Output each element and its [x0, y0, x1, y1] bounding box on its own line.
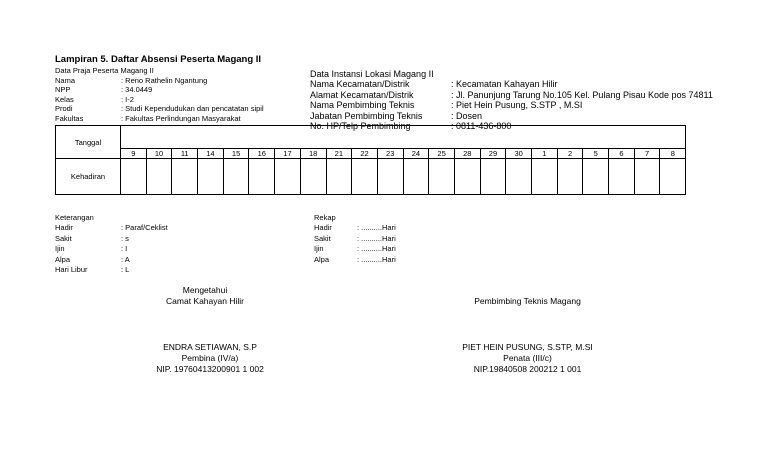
keterangan-value: : Paraf/Ceklist [121, 223, 168, 233]
attendance-cell[interactable] [403, 159, 429, 195]
attendance-cell[interactable] [275, 159, 301, 195]
attendance-cell[interactable] [172, 159, 198, 195]
keterangan-label: Hari Libur [55, 265, 88, 275]
tanggal-top-space [121, 126, 686, 149]
camat-rank: Pembina (IV/a) [181, 353, 239, 363]
praja-label: Prodi [55, 104, 73, 114]
praja-value: : I-2 [121, 94, 134, 104]
attendance-cell[interactable] [146, 159, 172, 195]
instansi-value: : Jl. Panunjung Tarung No.105 Kel. Pulang Pisau Kode pos 74811 [451, 89, 713, 100]
instansi-label: No. HP/Telp Pembimbing [310, 121, 411, 132]
keterangan-label: Sakit [55, 233, 72, 243]
attendance-cell[interactable] [300, 159, 326, 195]
instansi-label: Jabatan Pembimbing Teknis [310, 110, 423, 121]
day-number-row [56, 149, 686, 159]
rekap-value: : ..........Hari [357, 244, 396, 254]
mengetahui-text: Mengetahui [182, 285, 228, 295]
attendance-cell[interactable] [609, 159, 635, 195]
attendance-cell[interactable] [326, 159, 352, 195]
tanggal-label: Tanggal [56, 126, 121, 159]
day-number: 21 [326, 149, 352, 159]
day-number: 11 [172, 149, 198, 159]
keterangan-label: Alpa [55, 254, 71, 264]
pembimbing-title: Pembimbing Teknis Magang [474, 296, 581, 306]
keterangan-label: Ijin [55, 244, 65, 254]
praja-label: Kelas [55, 94, 74, 104]
instansi-label: Alamat Kecamatan/Distrik [310, 89, 414, 100]
day-number: 14 [198, 149, 224, 159]
day-number: 6 [609, 149, 635, 159]
camat-name: ENDRA SETIAWAN, S.P [163, 342, 257, 352]
day-number: 30 [506, 149, 532, 159]
day-number: 2 [557, 149, 583, 159]
rekap-label: Ijin [314, 244, 324, 254]
day-number: 5 [583, 149, 609, 159]
attendance-cell[interactable] [198, 159, 224, 195]
praja-value: : Fakultas Perlindungan Masyarakat [121, 113, 241, 123]
attendance-cell[interactable] [454, 159, 480, 195]
praja-label: Fakultas [55, 113, 84, 123]
tanggal-header-row [56, 126, 686, 149]
day-number: 17 [275, 149, 301, 159]
praja-value: : Reno Rathelin Ngantung [121, 75, 208, 85]
day-number: 15 [223, 149, 249, 159]
instansi-value: : 0811-436-800 [451, 121, 512, 132]
instansi-value: : Dosen [451, 110, 483, 121]
keterangan-value: : L [121, 265, 130, 275]
instansi-value: : Piet Hein Pusung, S.STP , M.SI [451, 100, 583, 111]
day-number: 8 [660, 149, 686, 159]
day-number: 24 [403, 149, 429, 159]
pembimbing-identity [440, 342, 615, 375]
attendance-cell[interactable] [634, 159, 660, 195]
day-number: 10 [146, 149, 172, 159]
instansi-heading: Data Instansi Lokasi Magang II [310, 69, 434, 79]
day-number: 23 [377, 149, 403, 159]
attendance-cell[interactable] [583, 159, 609, 195]
keterangan-value: : s [121, 233, 129, 243]
day-number: 18 [300, 149, 326, 159]
day-number: 16 [249, 149, 275, 159]
rekap-value: : ..........Hari [357, 233, 396, 243]
pembimbing-rank: Penata (III/c) [503, 353, 552, 363]
day-number: 25 [429, 149, 455, 159]
attendance-cell[interactable] [223, 159, 249, 195]
attendance-cell[interactable] [532, 159, 558, 195]
day-number: 22 [352, 149, 378, 159]
day-number: 29 [480, 149, 506, 159]
attendance-cell[interactable] [377, 159, 403, 195]
camat-signature-block [120, 285, 290, 307]
instansi-label: Nama Kecamatan/Distrik [310, 79, 410, 90]
keterangan-value: : I [121, 244, 128, 254]
attendance-cell[interactable] [660, 159, 686, 195]
attendance-table [55, 125, 686, 195]
rekap-section [314, 213, 396, 265]
camat-identity [120, 342, 300, 375]
keterangan-section [55, 213, 168, 275]
keterangan-heading: Keterangan [55, 213, 94, 222]
pembimbing-name: PIET HEIN PUSUNG, S.STP, M.SI [462, 342, 593, 352]
document-title: Lampiran 5. Daftar Absensi Peserta Magang II [55, 54, 262, 65]
attendance-cell[interactable] [429, 159, 455, 195]
camat-title: Camat Kahayan Hilir [166, 296, 244, 306]
attendance-cell[interactable] [121, 159, 147, 195]
keterangan-label: Hadir [55, 223, 73, 233]
praja-heading: Data Praja Peserta Magang II [55, 66, 154, 75]
attendance-cell[interactable] [249, 159, 275, 195]
attendance-cell[interactable] [352, 159, 378, 195]
praja-section [55, 66, 264, 124]
day-number: 1 [532, 149, 558, 159]
rekap-value: : ..........Hari [357, 254, 396, 264]
rekap-label: Hadir [314, 223, 332, 233]
attendance-cell[interactable] [480, 159, 506, 195]
attendance-cell[interactable] [506, 159, 532, 195]
rekap-label: Sakit [314, 233, 331, 243]
instansi-value: : Kecamatan Kahayan Hilir [451, 79, 558, 90]
rekap-label: Alpa [314, 254, 330, 264]
instansi-section [310, 69, 713, 131]
praja-label: NPP [55, 85, 71, 95]
praja-label: Nama [55, 75, 76, 85]
pembimbing-nip: NIP.19840508 200212 1 001 [473, 364, 582, 374]
kehadiran-row [56, 159, 686, 195]
day-number: 28 [454, 149, 480, 159]
keterangan-value: : A [121, 254, 130, 264]
attendance-cell[interactable] [557, 159, 583, 195]
rekap-value: : ..........Hari [357, 223, 396, 233]
instansi-label: Nama Pembimbing Teknis [310, 100, 415, 111]
kehadiran-label: Kehadiran [56, 159, 121, 195]
praja-value: : 34.0449 [121, 85, 153, 95]
praja-value: : Studi Kependudukan dan pencatatan sipil [121, 104, 264, 114]
pembimbing-signature-block [440, 296, 615, 307]
day-number: 7 [634, 149, 660, 159]
rekap-heading: Rekap [314, 213, 336, 222]
day-number: 9 [121, 149, 147, 159]
camat-nip: NIP. 19760413200901 1 002 [156, 364, 264, 374]
